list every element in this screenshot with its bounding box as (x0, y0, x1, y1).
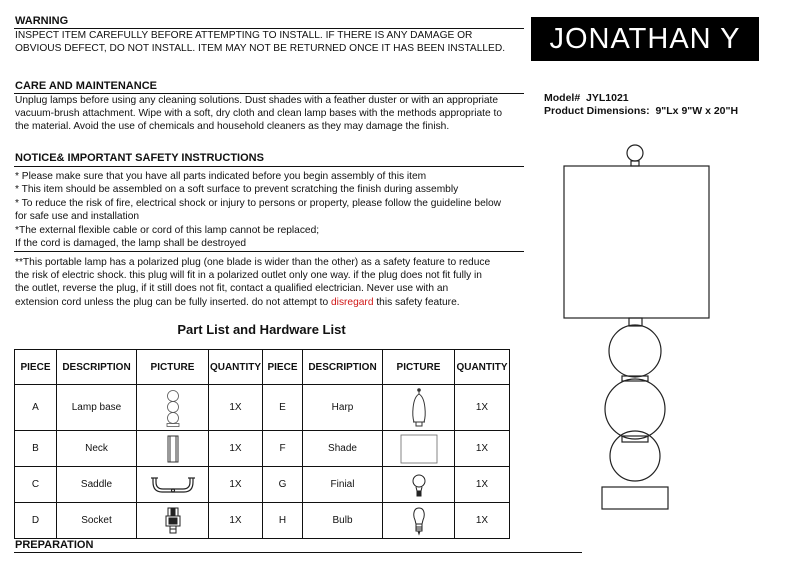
shade-icon (399, 433, 439, 465)
lamp-foot-drawing (602, 487, 668, 509)
description-cell: Socket (57, 503, 137, 539)
piece-cell: F (263, 431, 303, 467)
brand-logo: JONATHAN Y (531, 17, 759, 61)
safety-title: NOTICE& IMPORTANT SAFETY INSTRUCTIONS (15, 152, 264, 164)
picture-cell (383, 385, 455, 431)
picture-cell (137, 431, 209, 467)
warning-line-1: INSPECT ITEM CAREFULLY BEFORE ATTEMPTING TO INSTALL. IF THERE IS ANY DAMAGE OR (15, 30, 473, 41)
piece-cell: H (263, 503, 303, 539)
description-cell: Saddle (57, 467, 137, 503)
description-cell: Harp (303, 385, 383, 431)
table-row (15, 385, 510, 431)
plug-line-4 (15, 296, 460, 309)
model-label: Model# (544, 92, 581, 104)
parts-header-row (15, 350, 510, 385)
warning-title: WARNING (15, 15, 69, 27)
table-row (15, 467, 510, 503)
safety-line-2: * This item should be assembled on a soft surface to prevent scratching the finish during assembly (15, 184, 459, 195)
care-title: CARE AND MAINTENANCE (15, 80, 157, 92)
picture-cell (383, 431, 455, 467)
header-quantity-2: QUANTITY (455, 350, 510, 385)
neck-icon (165, 434, 181, 464)
ball-top-drawing (609, 325, 661, 377)
dimensions-label: Product Dimensions: (544, 105, 650, 117)
model-line (544, 91, 629, 105)
table-row (15, 503, 510, 539)
harp-icon (409, 388, 429, 428)
safety-rule (14, 166, 524, 167)
header-piece-2: PIECE (263, 350, 303, 385)
safety-line-5: *The external flexible cable or cord of this lamp cannot be replaced; (15, 225, 320, 236)
plug-line-3: the outlet, reverse the plug, if it still does not fit, contact a qualified electrician. Never use with an (15, 283, 449, 294)
piece-cell: A (15, 385, 57, 431)
picture-cell (383, 467, 455, 503)
lamp-illustration (540, 140, 740, 520)
piece-cell: E (263, 385, 303, 431)
preparation-rule (14, 552, 582, 553)
plug-line-4-after: this safety feature. (373, 297, 460, 308)
table-row (15, 431, 510, 467)
parts-title: Part List and Hardware List (177, 322, 346, 337)
piece-cell: D (15, 503, 57, 539)
safety-line-4: for safe use and installation (15, 211, 140, 222)
dimensions-line (544, 104, 738, 118)
care-line-1: Unplug lamps before using any cleaning solutions. Dust shades with a feather duster or with an appropriate (15, 95, 499, 106)
safety-line-6: If the cord is damaged, the lamp shall be destroyed (15, 238, 247, 249)
quantity-cell: 1X (455, 431, 510, 467)
description-cell: Neck (57, 431, 137, 467)
care-line-2: vacuum-brush attachment. Wipe with a soft, dry cloth and clean lamp bases with the methods appropriate to (15, 108, 502, 119)
safety-divider (14, 251, 524, 252)
lamp-base-icon (163, 388, 183, 428)
finial-base-drawing (631, 161, 639, 166)
care-line-3: the material. Avoid the use of chemicals and household cleaners as they may damage the finish. (15, 121, 450, 132)
description-cell: Lamp base (57, 385, 137, 431)
plug-line-4-red: disregard (331, 297, 374, 308)
safety-line-3: * To reduce the risk of fire, electrical shock or injury to persons or property, please follow the guideline below (15, 198, 502, 209)
header-piece: PIECE (15, 350, 57, 385)
finial-drawing (627, 145, 643, 161)
header-description-2: DESCRIPTION (303, 350, 383, 385)
plug-line-2: the risk of electric shock. this plug will fit in a polarized outlet only one way. if the plug does not fit fully in (15, 270, 482, 281)
lamp-drawing (564, 145, 709, 509)
quantity-cell: 1X (455, 385, 510, 431)
header-quantity: QUANTITY (209, 350, 263, 385)
quantity-cell: 1X (209, 385, 263, 431)
warning-line-2: OBVIOUS DEFECT, DO NOT INSTALL. ITEM MAY NOT BE RETURNED ONCE IT HAS BEEN INSTALLED. (15, 43, 506, 54)
model-value: JYL1021 (586, 92, 629, 104)
plug-line-1: **This portable lamp has a polarized plug (one blade is wider than the other) as a safety feature to reduce (15, 257, 491, 268)
saddle-icon (148, 472, 198, 498)
quantity-cell: 1X (209, 503, 263, 539)
dimensions-value: 9"Lx 9"W x 20"H (655, 105, 739, 117)
quantity-cell: 1X (209, 467, 263, 503)
piece-cell: C (15, 467, 57, 503)
description-cell: Bulb (303, 503, 383, 539)
finial-icon (409, 472, 429, 498)
quantity-cell: 1X (455, 503, 510, 539)
picture-cell (383, 503, 455, 539)
picture-cell (137, 385, 209, 431)
quantity-cell: 1X (209, 431, 263, 467)
quantity-cell: 1X (455, 467, 510, 503)
piece-cell: G (263, 467, 303, 503)
parts-table (14, 349, 510, 539)
safety-line-1: * Please make sure that you have all parts indicated before you begin assembly of this item (15, 171, 427, 182)
piece-cell: B (15, 431, 57, 467)
header-description: DESCRIPTION (57, 350, 137, 385)
ball-middle-drawing (605, 379, 665, 439)
picture-cell (137, 467, 209, 503)
picture-cell (137, 503, 209, 539)
preparation-title: PREPARATION (15, 539, 94, 551)
header-picture-2: PICTURE (383, 350, 455, 385)
bulb-icon (411, 506, 427, 536)
description-cell: Finial (303, 467, 383, 503)
header-picture: PICTURE (137, 350, 209, 385)
description-cell: Shade (303, 431, 383, 467)
shade-drawing (564, 166, 709, 318)
plug-line-4-before: extension cord unless the plug can be fully inserted. do not attempt to (15, 297, 332, 308)
socket-icon (163, 506, 183, 536)
